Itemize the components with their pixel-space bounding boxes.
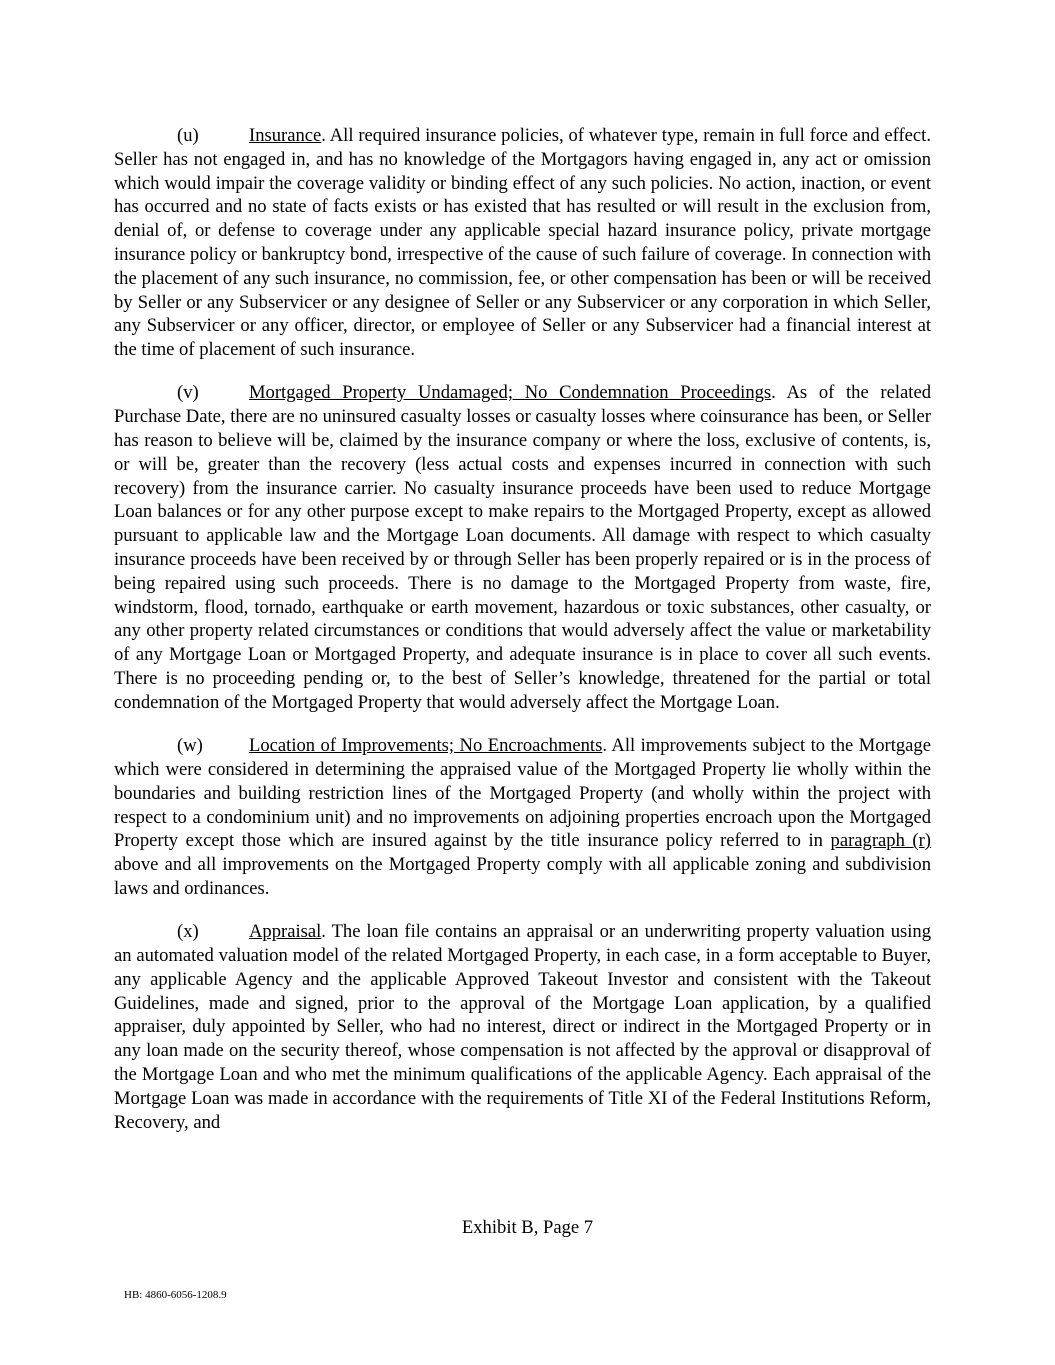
paragraph-text: . All required insurance policies, of whatever type, remain in full force and effect. Seller has not engaged in, and has no knowledge of the Mortgagors having engaged in, any act or omission which would impair the coverage validity or binding effect of any such policies. No action, inaction, or event has occurred and no state of facts exists or has existed that has resulted or will result in the exclusion from, denial of, or defense to coverage under any applicable special hazard insurance policy, private mortgage insurance policy or bankruptcy bond, irrespective of the cause of such failure of coverage. In connection with the placement of any such insurance, no commission, fee, or other compensation has been or will be received by Seller or any Subservicer or any designee of Seller or any Subservicer or any corporation in which Seller, any Subservicer or any officer, director, or employee of Seller or any Subservicer had a financial interest at the time of placement of such insurance. bbox=[114, 125, 931, 361]
paragraph-text: above and all improvements on the Mortgaged Property comply with all applicable zoning and subdivision laws and ordinances. bbox=[114, 854, 931, 899]
page-body bbox=[114, 124, 931, 1154]
paragraph-text: . As of the related Purchase Date, there are no uninsured casualty losses or casualty losses where coinsurance has been, or Seller has reason to believe will be, claimed by the insurance company or where the loss, exclusive of contents, is, or will be, greater than the recovery (less actual costs and expenses incurred in connection with such recovery) from the insurance carrier. No casualty insurance proceeds have been used to reduce Mortgage Loan balances or for any other purpose except to make repairs to the Mortgaged Property, except as allowed pursuant to applicable law and the Mortgage Loan documents. All damage with respect to which casualty insurance proceeds have been received by or through Seller has been properly repaired or is in the process of being repaired using such proceeds. There is no damage to the Mortgaged Property from waste, fire, windstorm, flood, tornado, earthquake or earth movement, hazardous or toxic substances, other casualty, or any other property related circumstances or conditions that would adversely affect the value or marketability of any Mortgage Loan or Mortgaged Property, and adequate insurance is in place to cover all such events. There is no proceeding pending or, to the best of Seller’s knowledge, threatened for the partial or total condemnation of the Mortgaged Property that would adversely affect the Mortgage Loan. bbox=[114, 382, 932, 713]
cross-reference-link[interactable]: paragraph (r) bbox=[830, 830, 932, 852]
paragraph-label: (v) bbox=[177, 382, 199, 404]
paragraph-w bbox=[114, 734, 931, 901]
paragraph-label: (u) bbox=[177, 125, 199, 146]
paragraph-heading: Insurance bbox=[249, 125, 322, 146]
paragraph-text: . The loan file contains an appraisal or an underwriting property valuation using an automated valuation model of the related Mortgaged Property, in each case, in a form acceptable to Buyer, any applicable Agency and the applicable Approved Takeout Investor and consistent with the Takeout Guidelines, made and signed, prior to the approval of the Mortgage Loan application, by a qualified appraiser, duly appointed by Seller, who had no interest, direct or indirect in the Mortgaged Property or in any loan made on the security thereof, whose compensation is not affected by the approval or disapproval of the Mortgage Loan and who met the minimum qualifications of the applicable Agency. Each appraisal of the Mortgage Loan was made in accordance with the requirements of Title XI of the Federal Institutions Reform, Recovery, and bbox=[114, 921, 931, 1133]
page-number-footer: Exhibit B, Page 7 bbox=[461, 1217, 594, 1238]
document-id: HB: 4860-6056-1208.9 bbox=[124, 1289, 227, 1301]
paragraph-text: . All improvements subject to the Mortgage which were considered in determining the appraised value of the Mortgaged Property lie wholly within the boundaries and building restriction lines of the Mortgaged Property (and wholly within the project with respect to a condominium unit) and no improvements on adjoining properties encroach upon the Mortgaged Property except those which are insured against by the title insurance policy referred to in bbox=[114, 735, 931, 852]
paragraph-heading: Location of Improvements; No Encroachments bbox=[249, 735, 603, 757]
paragraph-label: (w) bbox=[177, 735, 203, 757]
paragraph-x bbox=[114, 920, 931, 1134]
paragraph-heading: Appraisal bbox=[249, 921, 322, 943]
paragraph-v bbox=[114, 381, 931, 714]
paragraph-heading: Mortgaged Property Undamaged; No Condemnation Proceedings bbox=[249, 382, 772, 404]
paragraph-u bbox=[114, 124, 931, 362]
paragraph-label: (x) bbox=[177, 921, 199, 943]
